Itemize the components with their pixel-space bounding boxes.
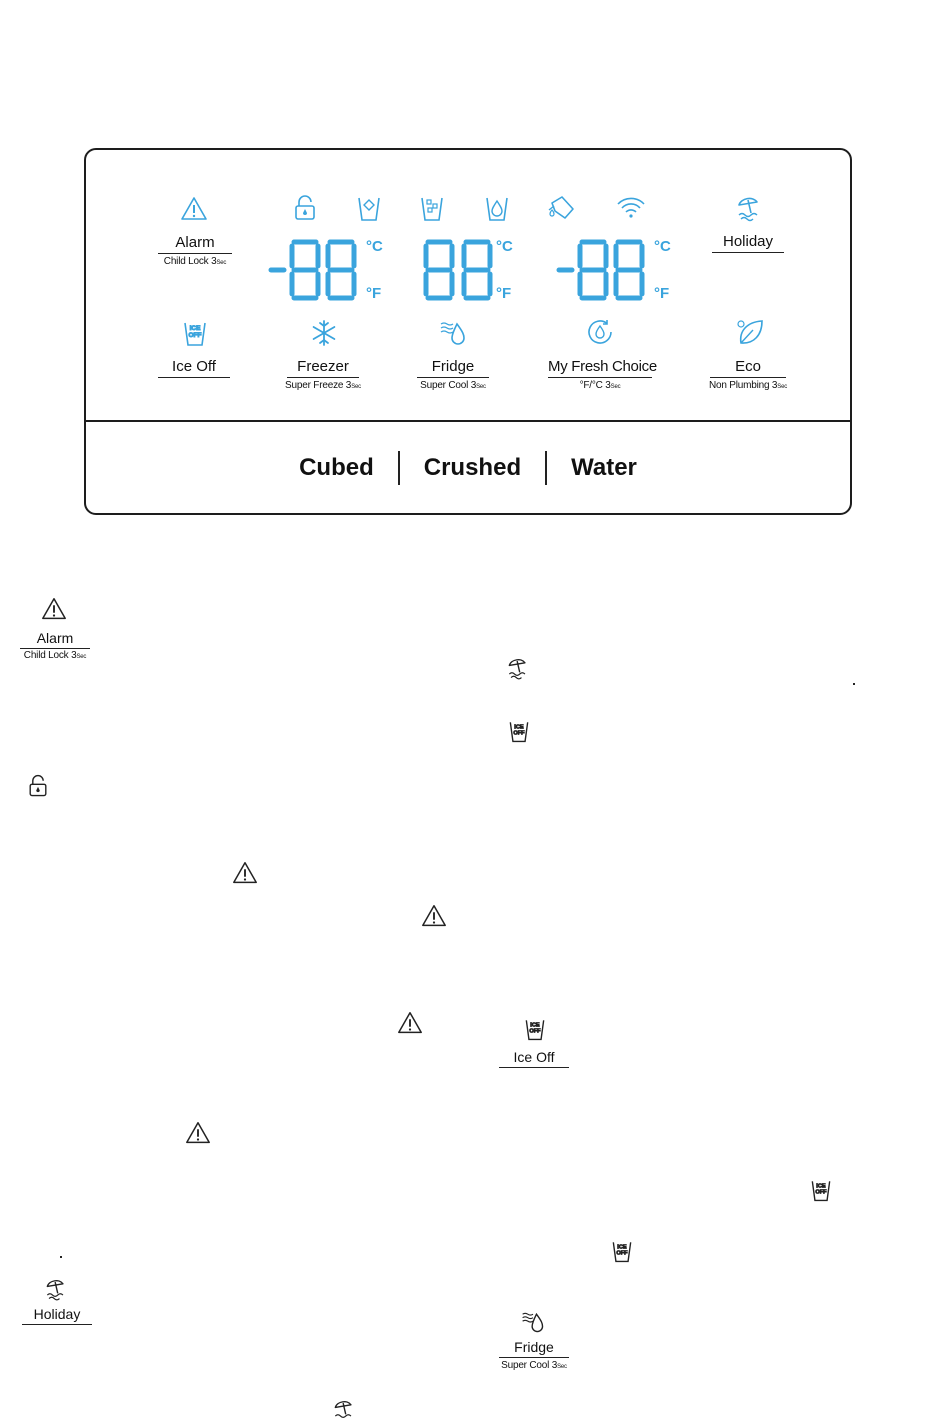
fridge-fahrenheit-unit: °F xyxy=(496,285,512,302)
water-drop-icon[interactable] xyxy=(482,193,512,223)
fridge-temp-display xyxy=(424,238,496,302)
beach-umbrella-icon xyxy=(43,1276,69,1302)
svg-text:ICE: ICE xyxy=(514,724,524,731)
alarm-warning-icon[interactable] xyxy=(179,194,209,224)
cool-drop-icon xyxy=(520,1309,546,1335)
svg-text:ICE: ICE xyxy=(189,325,201,332)
legend-child-lock-sublabel: Child Lock 3Sec xyxy=(23,650,87,661)
cubed-button[interactable]: Cubed xyxy=(299,453,374,481)
alarm-warning-icon xyxy=(40,595,68,623)
svg-text:OFF: OFF xyxy=(815,1189,827,1196)
cool-drop-icon[interactable] xyxy=(438,318,468,348)
svg-text:OFF: OFF xyxy=(188,332,202,339)
legend-holiday-label: Holiday xyxy=(22,1305,92,1325)
beach-umbrella-icon[interactable] xyxy=(734,193,764,223)
crushed-ice-icon[interactable] xyxy=(417,193,447,223)
super-freeze-sublabel: Super Freeze 3Sec xyxy=(285,380,361,391)
freezer-fahrenheit-unit: °F xyxy=(366,285,382,302)
refresh-drop-icon[interactable] xyxy=(585,317,615,347)
non-plumbing-sublabel: Non Plumbing 3Sec xyxy=(708,380,788,391)
eco-label[interactable]: Eco xyxy=(710,358,786,378)
warning-triangle-icon xyxy=(396,1009,424,1037)
freezer-temp-display xyxy=(268,238,364,302)
beach-umbrella-icon xyxy=(331,1397,357,1423)
ice-off-icon xyxy=(808,1177,834,1203)
freezer-celsius-unit: °C xyxy=(366,238,383,255)
control-panel xyxy=(84,148,852,515)
svg-text:ICE: ICE xyxy=(617,1244,627,1251)
ice-cube-icon[interactable] xyxy=(354,193,384,223)
ice-off-icon xyxy=(609,1238,635,1264)
pitcher-icon[interactable] xyxy=(546,193,576,223)
temp-unit-sublabel: °F/°C 3Sec xyxy=(579,380,621,391)
svg-text:OFF: OFF xyxy=(513,730,525,737)
ice-off-icon[interactable] xyxy=(180,318,210,348)
svg-text:OFF: OFF xyxy=(616,1250,628,1257)
warning-triangle-icon xyxy=(184,1119,212,1147)
water-button[interactable]: Water xyxy=(571,453,637,481)
ice-off-icon xyxy=(522,1016,548,1042)
fridge-label[interactable]: Fridge xyxy=(417,358,489,378)
super-cool-sublabel: Super Cool 3Sec xyxy=(420,380,486,391)
child-lock-sublabel: Child Lock 3Sec xyxy=(163,256,227,267)
my-fresh-choice-temp-display xyxy=(556,238,652,302)
svg-text:OFF: OFF xyxy=(529,1028,541,1035)
ice-off-label[interactable]: Ice Off xyxy=(158,358,230,378)
legend-alarm-label: Alarm xyxy=(20,629,90,649)
crushed-button[interactable]: Crushed xyxy=(423,453,522,481)
alarm-label[interactable]: Alarm xyxy=(158,234,232,254)
my-fresh-choice-label[interactable]: My Fresh Choice xyxy=(548,358,652,378)
warning-triangle-icon xyxy=(420,902,448,930)
ice-off-icon xyxy=(506,718,532,744)
legend-super-cool-sublabel: Super Cool 3Sec xyxy=(501,1360,567,1371)
wifi-icon[interactable] xyxy=(616,192,646,222)
warning-triangle-icon xyxy=(231,859,259,887)
dot-mark xyxy=(60,1256,62,1258)
fresh-fahrenheit-unit: °F xyxy=(654,285,670,302)
svg-text:ICE: ICE xyxy=(530,1022,540,1029)
fresh-celsius-unit: °C xyxy=(654,238,671,255)
dispenser-bar xyxy=(86,422,850,513)
legend-fridge-label: Fridge xyxy=(499,1338,569,1358)
fridge-celsius-unit: °C xyxy=(496,238,513,255)
beach-umbrella-icon xyxy=(505,655,531,681)
freezer-label[interactable]: Freezer xyxy=(287,358,359,378)
snowflake-icon[interactable] xyxy=(309,318,339,348)
svg-text:ICE: ICE xyxy=(816,1183,826,1190)
padlock-icon xyxy=(25,773,51,799)
holiday-label[interactable]: Holiday xyxy=(712,233,784,253)
legend-ice-off-label: Ice Off xyxy=(499,1048,569,1068)
dot-mark xyxy=(853,683,855,685)
leaf-icon[interactable] xyxy=(735,317,765,347)
padlock-icon[interactable] xyxy=(290,193,320,223)
